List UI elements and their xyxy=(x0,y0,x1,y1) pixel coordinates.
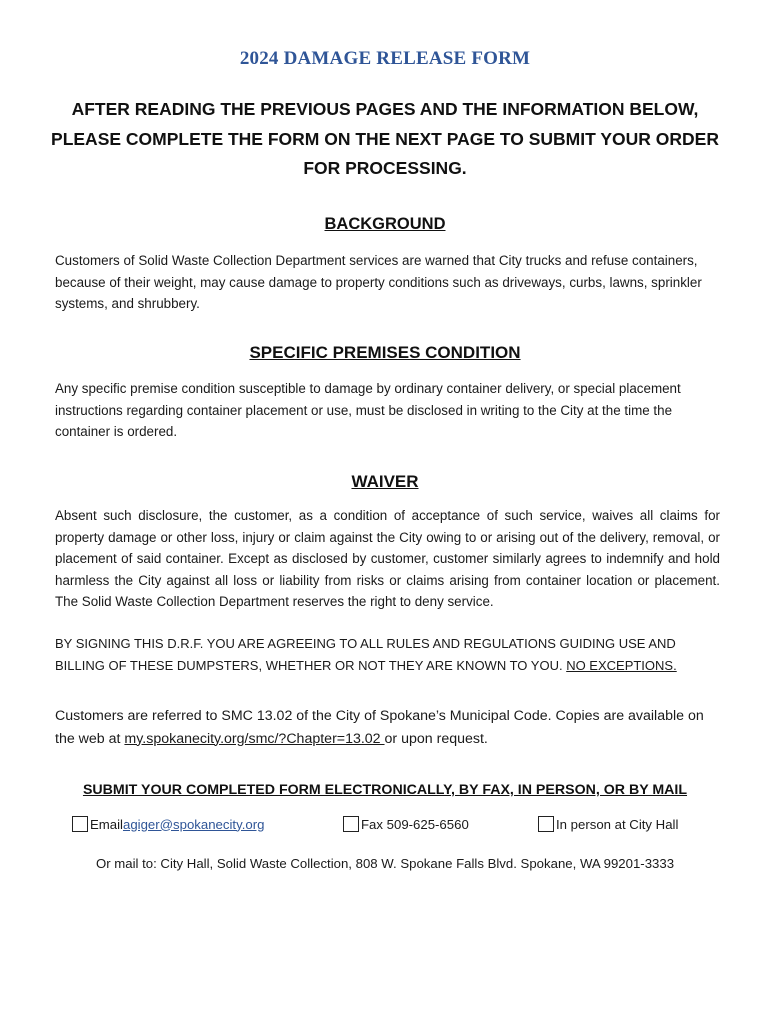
waiver-paragraph: Absent such disclosure, the customer, as a condition of acceptance of such service, waives all claims for property damage or other loss, injury or claim against the City owing to or arising out of the delivery, removal, or placement of said container. Except as disclosed by customer, customer similarly agrees to indemnify and hold harmless the City against all loss or liability from risks or claims arising from container location or placement. The Solid Waste Collection Department reserves the right to deny service. xyxy=(55,508,720,609)
intro-instructions: AFTER READING THE PREVIOUS PAGES AND THE INFORMATION BELOW, PLEASE COMPLETE THE FORM ON THE NEXT PAGE TO SUBMIT YOUR ORDER FOR PROCESSING. xyxy=(51,99,719,178)
premises-heading: SPECIFIC PREMISES CONDITION xyxy=(249,343,521,362)
submit-heading: SUBMIT YOUR COMPLETED FORM ELECTRONICALLY, BY FAX, IN PERSON, OR BY MAIL xyxy=(82,782,688,798)
form-title: 2024 DAMAGE RELEASE FORM xyxy=(239,48,531,69)
background-heading: BACKGROUND xyxy=(324,215,446,233)
smc-text-after: or upon request. xyxy=(384,730,488,747)
email-checkbox[interactable] xyxy=(72,816,88,832)
no-exceptions-text: NO EXCEPTIONS. xyxy=(566,657,677,673)
smc-text-before: Customers are referred to SMC 13.02 of the City of Spokane’s Municipal Code. Copies are available on the web at xyxy=(55,708,704,747)
fax-label: Fax 509-625-6560 xyxy=(361,816,469,832)
mail-address: Or mail to: City Hall, Solid Waste Collection, 808 W. Spokane Falls Blvd. Spokane, WA 99201-3333 xyxy=(95,856,675,871)
smc-link[interactable]: my.spokanecity.org/smc/?Chapter=13.02 xyxy=(124,730,385,747)
signing-text: BY SIGNING THIS D.R.F. YOU ARE AGREEING TO ALL RULES AND REGULATIONS GUIDING USE AND BILLING OF THESE DUMPSTERS, WHETHER OR NOT THEY ARE KNOWN TO YOU. xyxy=(55,636,676,673)
email-link[interactable]: agiger@spokanecity.org xyxy=(122,816,265,832)
in-person-label: In person at City Hall xyxy=(556,816,679,832)
email-option xyxy=(72,814,264,834)
email-label: Email xyxy=(90,816,123,832)
fax-option xyxy=(343,814,469,834)
signing-agreement xyxy=(55,633,720,676)
background-paragraph: Customers of Solid Waste Collection Department services are warned that City trucks and refuse containers, because of their weight, may cause damage to property conditions such as driveways, curbs, lawns, sprinkler systems, and shrubbery. xyxy=(55,253,702,311)
smc-reference xyxy=(55,705,720,750)
in-person-checkbox[interactable] xyxy=(538,816,554,832)
premises-paragraph: Any specific premise condition susceptible to damage by ordinary container delivery, or special placement instructions regarding container placement or use, must be disclosed in writing to the City at the time the container is ordered. xyxy=(55,381,681,439)
in-person-option xyxy=(538,814,678,834)
waiver-heading: WAIVER xyxy=(351,472,419,491)
fax-checkbox[interactable] xyxy=(343,816,359,832)
